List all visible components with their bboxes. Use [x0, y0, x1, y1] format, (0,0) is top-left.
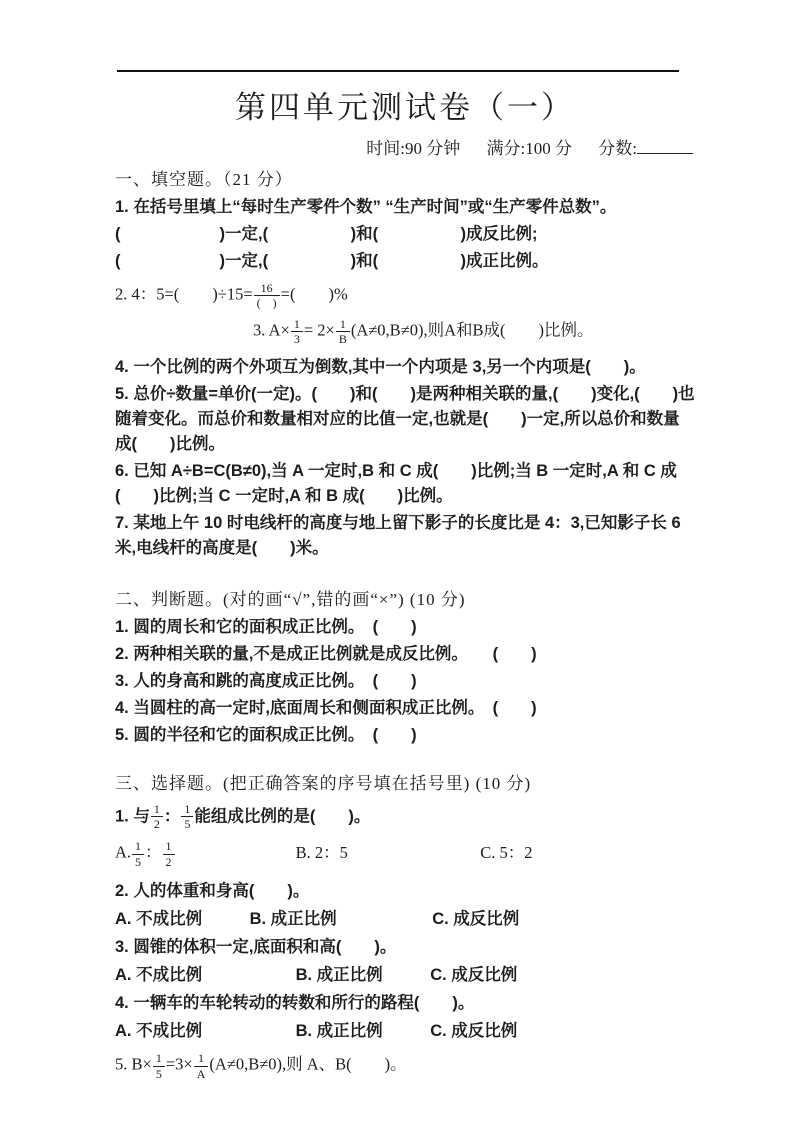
- question-s1-1-blank-line-2: ( )一定,( )和( )成正比例。: [115, 252, 549, 270]
- fraction-numerator: 1: [165, 839, 172, 854]
- question-s1-2-suffix: =( )%: [280, 284, 348, 304]
- question-s1-2-prefix: 2. 4：5=( )÷15=: [115, 284, 253, 304]
- question-s3-5-part3: (A≠0,B≠0),则 A、B( )。: [209, 1054, 407, 1074]
- fraction: [163, 839, 175, 869]
- exam-meta: [115, 136, 693, 161]
- section-multiple-choice: [115, 771, 695, 1081]
- question-s1-3-part2: = 2×: [303, 320, 335, 340]
- fraction-numerator: 1: [135, 839, 142, 854]
- choice-s3-3-a: A. 不成比例: [115, 966, 203, 985]
- fraction: [194, 1051, 209, 1081]
- question-s3-1: [115, 802, 695, 832]
- time-label: 时间:90 分钟: [366, 139, 461, 158]
- fraction-denominator: 5: [153, 1066, 165, 1081]
- question-s3-5-part1: 5. B×: [115, 1054, 152, 1074]
- score-blank-line: [637, 139, 693, 154]
- question-s1-2: [115, 281, 695, 311]
- question-s1-3-part1: 3. A×: [253, 320, 290, 340]
- fraction-denominator: 2: [163, 854, 175, 869]
- full-score-label: 满分:100 分: [486, 139, 573, 158]
- section3-heading: 三、选择题。(把正确答案的序号填在括号里) (10 分): [115, 773, 532, 793]
- header-rule: [117, 70, 679, 72]
- score-label: 分数:: [598, 139, 637, 158]
- fraction-numerator: 1: [184, 801, 191, 816]
- section-true-false: [115, 587, 695, 748]
- choice-s3-1-b: B. 2：5: [295, 843, 348, 863]
- fraction-numerator: 1: [155, 1051, 162, 1066]
- question-s1-6: 6. 已知 A÷B=C(B≠0),当 A 一定时,B 和 C 成( )比例;当 B 一定时,A 和 C 成( )比例;当 C 一定时,A 和 B 成( )比例。: [115, 461, 677, 505]
- question-s1-1-blank-line-1: ( )一定,( )和( )成反比例;: [115, 225, 538, 243]
- fraction: [132, 839, 144, 869]
- choice-s3-2-b: B. 成正比例: [249, 910, 337, 929]
- question-s1-3-part3: (A≠0,B≠0),则A和B成( )比例。: [350, 320, 594, 340]
- choices-s3-2: [115, 907, 695, 932]
- fraction-denominator: 3: [291, 331, 303, 346]
- question-s3-1-part3: 能组成比例的是( )。: [194, 806, 371, 825]
- question-s3-1-part1: 1. 与: [115, 806, 150, 825]
- fraction: [336, 317, 350, 347]
- section1-heading: 一、填空题。（21 分）: [115, 170, 293, 189]
- choices-s3-1: [115, 839, 695, 869]
- question-s2-3: 3. 人的身高和跳的高度成正比例。 ( ): [115, 671, 417, 690]
- choice-s3-3-b: B. 成正比例: [295, 966, 383, 985]
- fraction-numerator: 1: [198, 1051, 205, 1066]
- question-s1-3: [115, 317, 695, 347]
- question-s3-4: 4. 一辆车的车轮转动的转数和所行的路程( )。: [115, 994, 475, 1013]
- question-s3-2: 2. 人的体重和身高( )。: [115, 882, 310, 901]
- fraction-denominator: A: [194, 1066, 209, 1081]
- fraction-denominator: ( ): [254, 295, 280, 310]
- choices-s3-4: [115, 1019, 695, 1044]
- fraction: [291, 317, 303, 347]
- fraction-numerator: 1: [153, 801, 160, 816]
- question-s1-5: 5. 总价÷数量=单价(一定)。( )和( )是两种相关联的量,( )变化,( )也随着变化。而总价和数量相对应的比值一定,也就是( )一定,所以总价和数量成( )比例。: [115, 384, 695, 453]
- fraction: [151, 802, 163, 832]
- question-s2-1: 1. 圆的周长和它的面积成正比例。 ( ): [115, 617, 417, 636]
- question-s1-7: 7. 某地上午 10 时电线杆的高度与地上留下影子的长度比是 4：3,已知影子长 6 米,电线杆的高度是( )米。: [115, 513, 681, 557]
- choice-s3-1-c: C. 5：2: [480, 843, 533, 863]
- choice-s3-3-c: C. 成反比例: [430, 966, 518, 985]
- fraction: [254, 281, 280, 311]
- fraction-numerator: 1: [339, 316, 346, 331]
- fraction-numerator: 16: [260, 281, 273, 295]
- fraction-denominator: 5: [181, 816, 193, 831]
- choice-s3-2-c: C. 成反比例: [432, 910, 520, 929]
- question-s3-5: [115, 1051, 695, 1081]
- choice-s3-4-a: A. 不成比例: [115, 1022, 203, 1041]
- fraction: [153, 1051, 165, 1081]
- question-s1-4: 4. 一个比例的两个外项互为倒数,其中一个内项是 3,另一个内项是( )。: [115, 357, 646, 376]
- page-title: 第四单元测试卷（一）: [235, 90, 575, 125]
- choice-s3-1-a-label: A.: [115, 843, 132, 863]
- question-s2-4: 4. 当圆柱的高一定时,底面周长和侧面积成正比例。 ( ): [115, 698, 537, 717]
- choice-s3-2-a: A. 不成比例: [115, 910, 203, 929]
- fraction-numerator: 1: [293, 316, 300, 331]
- choice-s3-4-c: C. 成反比例: [430, 1022, 518, 1041]
- fraction-denominator: 2: [151, 816, 163, 831]
- choice-s3-4-b: B. 成正比例: [295, 1022, 383, 1041]
- choice-s3-1-a: [115, 839, 291, 869]
- fraction-denominator: B: [336, 331, 350, 346]
- section-fill-in-blanks: [115, 167, 695, 561]
- fraction: [181, 802, 193, 832]
- question-s3-1-separator: ：: [163, 806, 181, 825]
- question-s2-2: 2. 两种相关联的量,不是成正比例就是成反比例。 ( ): [115, 644, 537, 663]
- fraction-denominator: 5: [132, 854, 144, 869]
- choice-s3-1-a-separator: ：: [145, 843, 162, 863]
- section2-heading: 二、判断题。(对的画“√”,错的画“×”) (10 分): [115, 589, 466, 609]
- choices-s3-3: [115, 963, 695, 988]
- question-s3-3: 3. 圆锥的体积一定,底面积和高( )。: [115, 938, 397, 957]
- question-s2-5: 5. 圆的半径和它的面积成正比例。 ( ): [115, 725, 417, 744]
- question-s3-5-part2: =3×: [165, 1054, 193, 1074]
- question-s1-1: 1. 在括号里填上“每时生产零件个数” “生产时间”或“生产零件总数”。: [115, 198, 617, 216]
